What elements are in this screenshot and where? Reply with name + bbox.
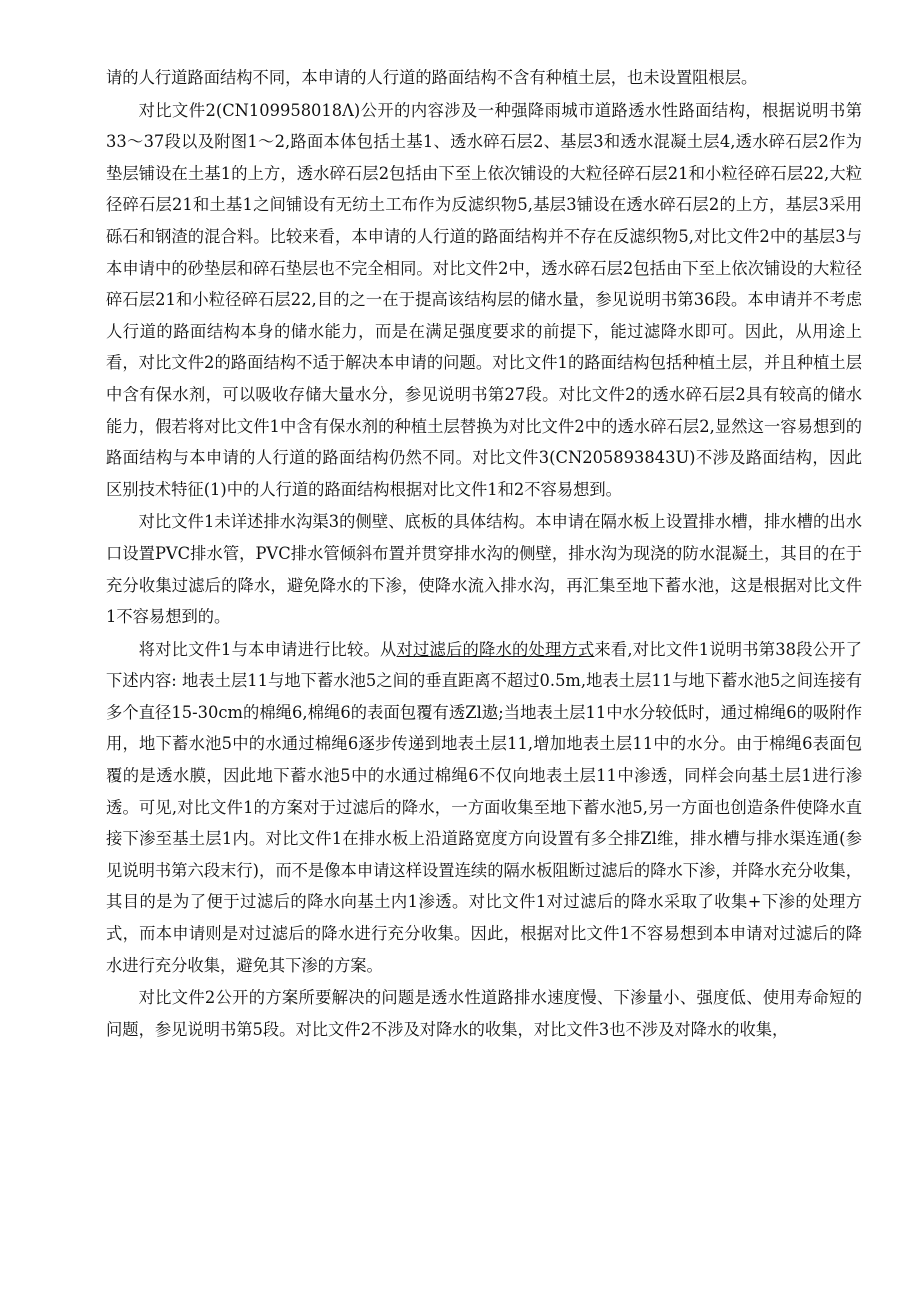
underlined-phrase: 对过滤后的降水的处理方式 — [396, 639, 595, 659]
paragraph-comparison-doc2: 对比文件2(CN109958018Λ)公开的内容涉及一种强降雨城市道路透水性路面结构，根据说明书第33～37段以及附图1～2,路面本体包括土基1、透水碎石层2、基层3和透水混凝土层4,透水碎石层2作为垫层铺设在土基1的上方，透水碎石层2包括由下至上依次铺设的大粒径碎石层21和小粒径碎石层22,大粒径碎石层21和土基1之间铺设有无纺土工布作为反滤织物5,基层3铺设在透水碎石层2的上方，基层3采用砾石和钢渣的混合料。比较来看，本申请的人行道的路面结构并不存在反滤织物5,对比文件2中的基层3与本申请中的砂垫层和碎石垫层也不完全相同。对比文件2中，透水碎石层2包括由下至上依次铺设的大粒径碎石层21和小粒径碎石层22,目的之一在于提高该结构层的储水量，参见说明书第36段。本申请并不考虑人行道的路面结构本身的储水能力，而是在满足强度要求的前提下，能过滤降水即可。因此，从用途上看，对比文件2的路面结构不适于解决本申请的问题。对比文件1的路面结构包括种植土层，并且种植土层中含有保水剂，可以吸收存储大量水分，参见说明书第27段。对比文件2的透水碎石层2具有较高的储水能力，假若将对比文件1中含有保水剂的种植土层替换为对比文件2中的透水碎石层2,显然这一容易想到的路面结构与本申请的人行道的路面结构仍然不同。对比文件3(CN205893843U)不涉及路面结构，因此区别技术特征(1)中的人行道的路面结构根据对比文件1和2不容易想到。 — [106, 100, 862, 499]
document-page — [106, 62, 862, 1045]
paragraph-water-treatment — [106, 634, 862, 982]
paragraph-drainage-ditch: 对比文件1未详述排水沟渠3的侧壁、底板的具体结构。本申请在隔水板上设置排水槽，排水槽的出水口设置PVC排水管，PVC排水管倾斜布置并贯穿排水沟的侧壁，排水沟为现浇的防水混凝土，其目的在于充分收集过滤后的降水，避免降水的下渗，使降水流入排水沟，再汇集至地下蓄水池，这是根据对比文件1不容易想到的。 — [106, 512, 862, 627]
paragraph-continuation: 请的人行道路面结构不同，本申请的人行道的路面结构不含有种植土层，也未设置阻根层。 — [106, 68, 758, 87]
paragraph-water-treatment-body: 来看,对比文件1说明书第38段公开了下述内容: 地表土层11与地下蓄水池5之间的垂直距离不超过0.5m,地表土层11与地下蓄水池5之间连接有多个直径15-30cm的棉绳6,棉绳6的表面包覆有透Zl遨;当地表土层11中水分较低时，通过棉绳6的吸附作用，地下蓄水池5中的水通过棉绳6逐步传递到地表土层11,增加地表土层11中的水分。由于棉绳6表面包覆的是透水膜，因此地下蓄水池5中的水通过棉绳6不仅向地表土层11中渗透，同样会向基土层1进行渗透。可见,对比文件1的方案对于过滤后的降水，一方面收集至地下蓄水池5,另一方面也创造条件使降水直接下渗至基土层1内。对比文件1在排水板上沿道路宽度方向设置有多仝排Zl维，排水槽与排水渠连通(参见说明书第六段末行)，而不是像本申请这样设置连续的隔水板阻断过滤后的降水下渗，并降水充分收集，其目的是为了便于过滤后的降水向基土内1渗透。对比文件1对过滤后的降水采取了收集+下渗的处理方式，而本申请则是对过滤后的降水进行充分收集。因此，根据对比文件1不容易想到本申请对过滤后的降水进行充分收集，避免其下渗的方案。 — [106, 639, 862, 975]
paragraph-doc2-problem: 对比文件2公开的方案所要解决的问题是透水性道路排水速度慢、下渗量小、强度低、使用寿命短的问题，参见说明书第5段。对比文件2不涉及对降水的收集，对比文件3也不涉及对降水的收集， — [106, 988, 862, 1039]
paragraph-water-treatment-lead: 将对比文件1与本申请进行比较。从 — [138, 639, 397, 659]
